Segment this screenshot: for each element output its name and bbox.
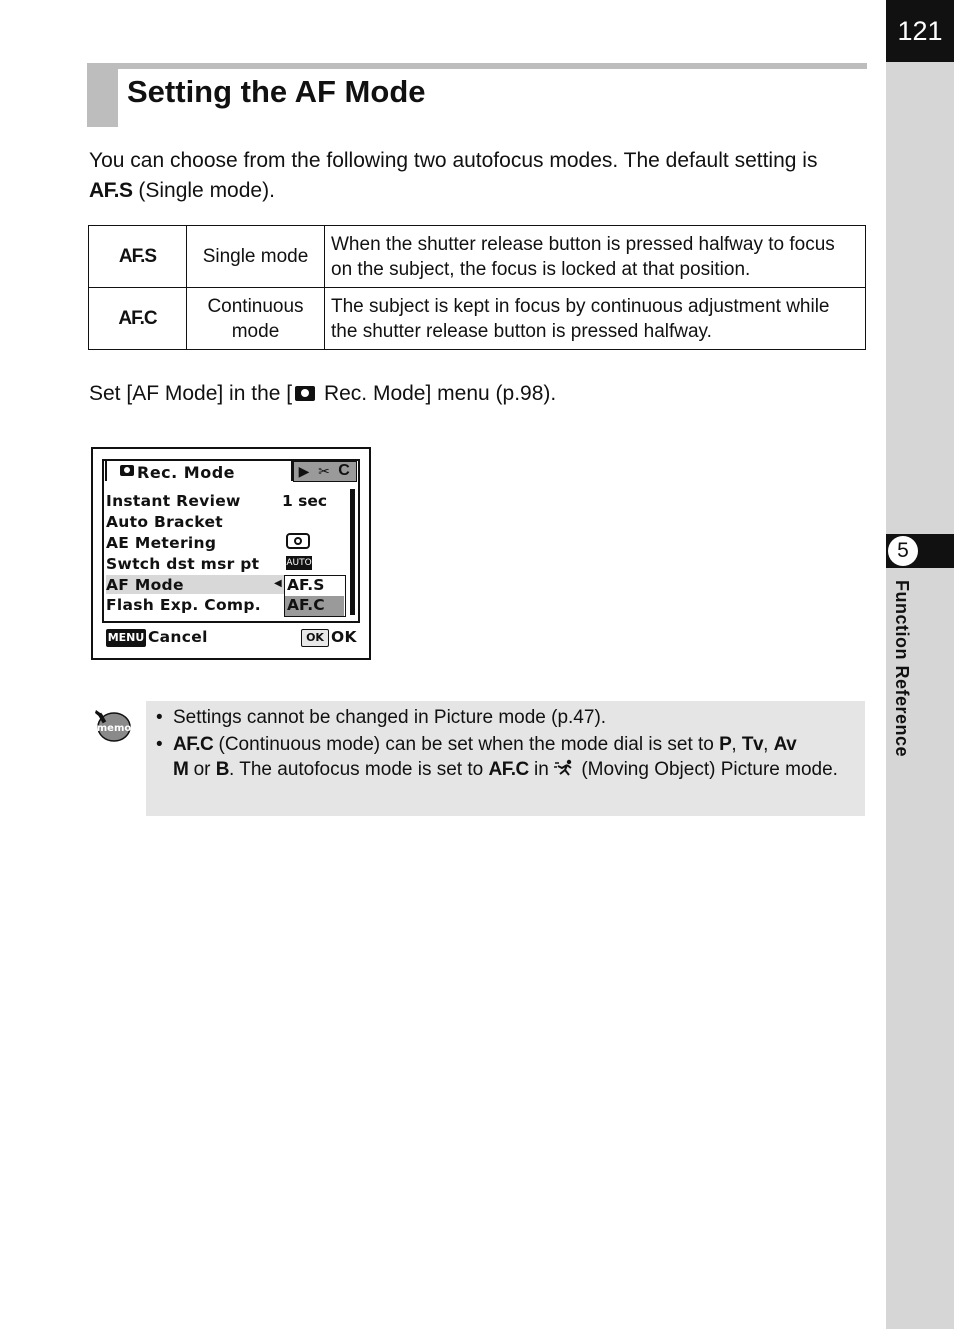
- menu-key-icon[interactable]: MENU: [106, 629, 146, 647]
- afs-symbol: AF.S: [89, 179, 133, 202]
- camera-menu-screen: [91, 447, 371, 660]
- memo-icon-label: memo: [96, 723, 131, 734]
- custom-icon[interactable]: C: [338, 462, 350, 479]
- mode-symbol: AF.S: [89, 226, 187, 288]
- mode-name-line: mode: [231, 320, 280, 342]
- camera-icon: [295, 386, 315, 401]
- afc-symbol: AF.C: [173, 734, 214, 755]
- af-modes-table: [88, 225, 866, 350]
- intro-paragraph: [89, 146, 859, 206]
- left-arrow-icon: ◀: [274, 578, 282, 589]
- instruction-text: [89, 382, 556, 406]
- mode-symbol: AF.C: [89, 288, 187, 350]
- memo-text-part: (Continuous mode) can be set when the mode dial is set to: [213, 734, 720, 755]
- ok-key-icon[interactable]: OK: [301, 629, 329, 647]
- menu-value: 1 sec: [282, 492, 328, 510]
- title-rule: [87, 63, 867, 69]
- memo-text-part: or: [188, 759, 216, 780]
- memo-separator: ,: [731, 734, 742, 755]
- list-item: [156, 705, 853, 730]
- mode-name-line: Continuous: [207, 295, 304, 317]
- mode-name: Single mode: [187, 226, 325, 288]
- memo-box: [146, 701, 865, 816]
- mode-b-symbol: B: [215, 759, 230, 780]
- cancel-label: Cancel: [148, 628, 208, 646]
- memo-item-1: Settings cannot be changed in Picture mode (p.47).: [173, 707, 607, 728]
- memo-item-2: [156, 732, 853, 782]
- instruction-after: Rec. Mode] menu (p.98).: [318, 382, 557, 405]
- afc-symbol: AF.C: [488, 759, 529, 780]
- menu-item-af-mode[interactable]: AF Mode: [106, 576, 184, 594]
- intro-text: You can choose from the following two autofocus modes. The default setting is: [89, 149, 818, 172]
- mode-description: When the shutter release button is pressed halfway to focus on the subject, the focus is locked at that position.: [325, 226, 866, 288]
- mode-description: The subject is kept in focus by continuous adjustment while the shutter release button is pressed halfway.: [325, 288, 866, 350]
- table-row: [89, 226, 866, 288]
- menu-item-instant-review[interactable]: Instant Review: [106, 492, 241, 510]
- setup-icon[interactable]: ✂: [318, 463, 330, 479]
- bullet: •: [156, 707, 163, 728]
- title-marker: [87, 63, 118, 127]
- multi-segment-metering-icon: [286, 533, 310, 549]
- option-afc[interactable]: AF.C: [287, 596, 325, 614]
- instruction-before: Set [AF Mode] in the [: [89, 382, 293, 405]
- menu-scrollbar[interactable]: [350, 489, 355, 615]
- menu-tab-label: Rec. Mode: [137, 463, 236, 482]
- mode-tv-symbol: Tv: [741, 734, 764, 755]
- menu-item-flash-exp-comp[interactable]: Flash Exp. Comp.: [106, 596, 261, 614]
- memo-separator: ,: [763, 734, 774, 755]
- playback-icon[interactable]: ▶: [298, 463, 310, 479]
- mode-m-symbol: M: [173, 759, 189, 780]
- list-item: [156, 732, 853, 782]
- moving-object-icon: [554, 759, 576, 777]
- memo-icon: [93, 707, 131, 743]
- bullet: •: [156, 734, 163, 755]
- auto-icon: AUTO: [286, 558, 312, 568]
- chapter-number: 5: [888, 536, 918, 566]
- menu-item-auto-bracket[interactable]: Auto Bracket: [106, 513, 224, 531]
- intro-text-end: (Single mode).: [138, 179, 275, 202]
- mode-name: [187, 288, 325, 350]
- chapter-label: Function Reference: [892, 580, 912, 758]
- memo-text-part: (Moving Object) Picture mode.: [576, 759, 838, 780]
- mode-p-symbol: P: [719, 734, 732, 755]
- mode-av-symbol: Av: [773, 734, 797, 755]
- page-title: Setting the AF Mode: [127, 74, 426, 109]
- menu-item-ae-metering[interactable]: AE Metering: [106, 534, 217, 552]
- option-afs[interactable]: AF.S: [287, 576, 325, 594]
- memo-text-part: . The autofocus mode is set to: [229, 759, 489, 780]
- page-number: 121: [886, 0, 954, 62]
- ok-label: OK: [331, 628, 357, 646]
- menu-item-switch-distance-measure-point[interactable]: Swtch dst msr pt: [106, 555, 260, 573]
- table-row: [89, 288, 866, 350]
- memo-text-part: in: [528, 759, 555, 780]
